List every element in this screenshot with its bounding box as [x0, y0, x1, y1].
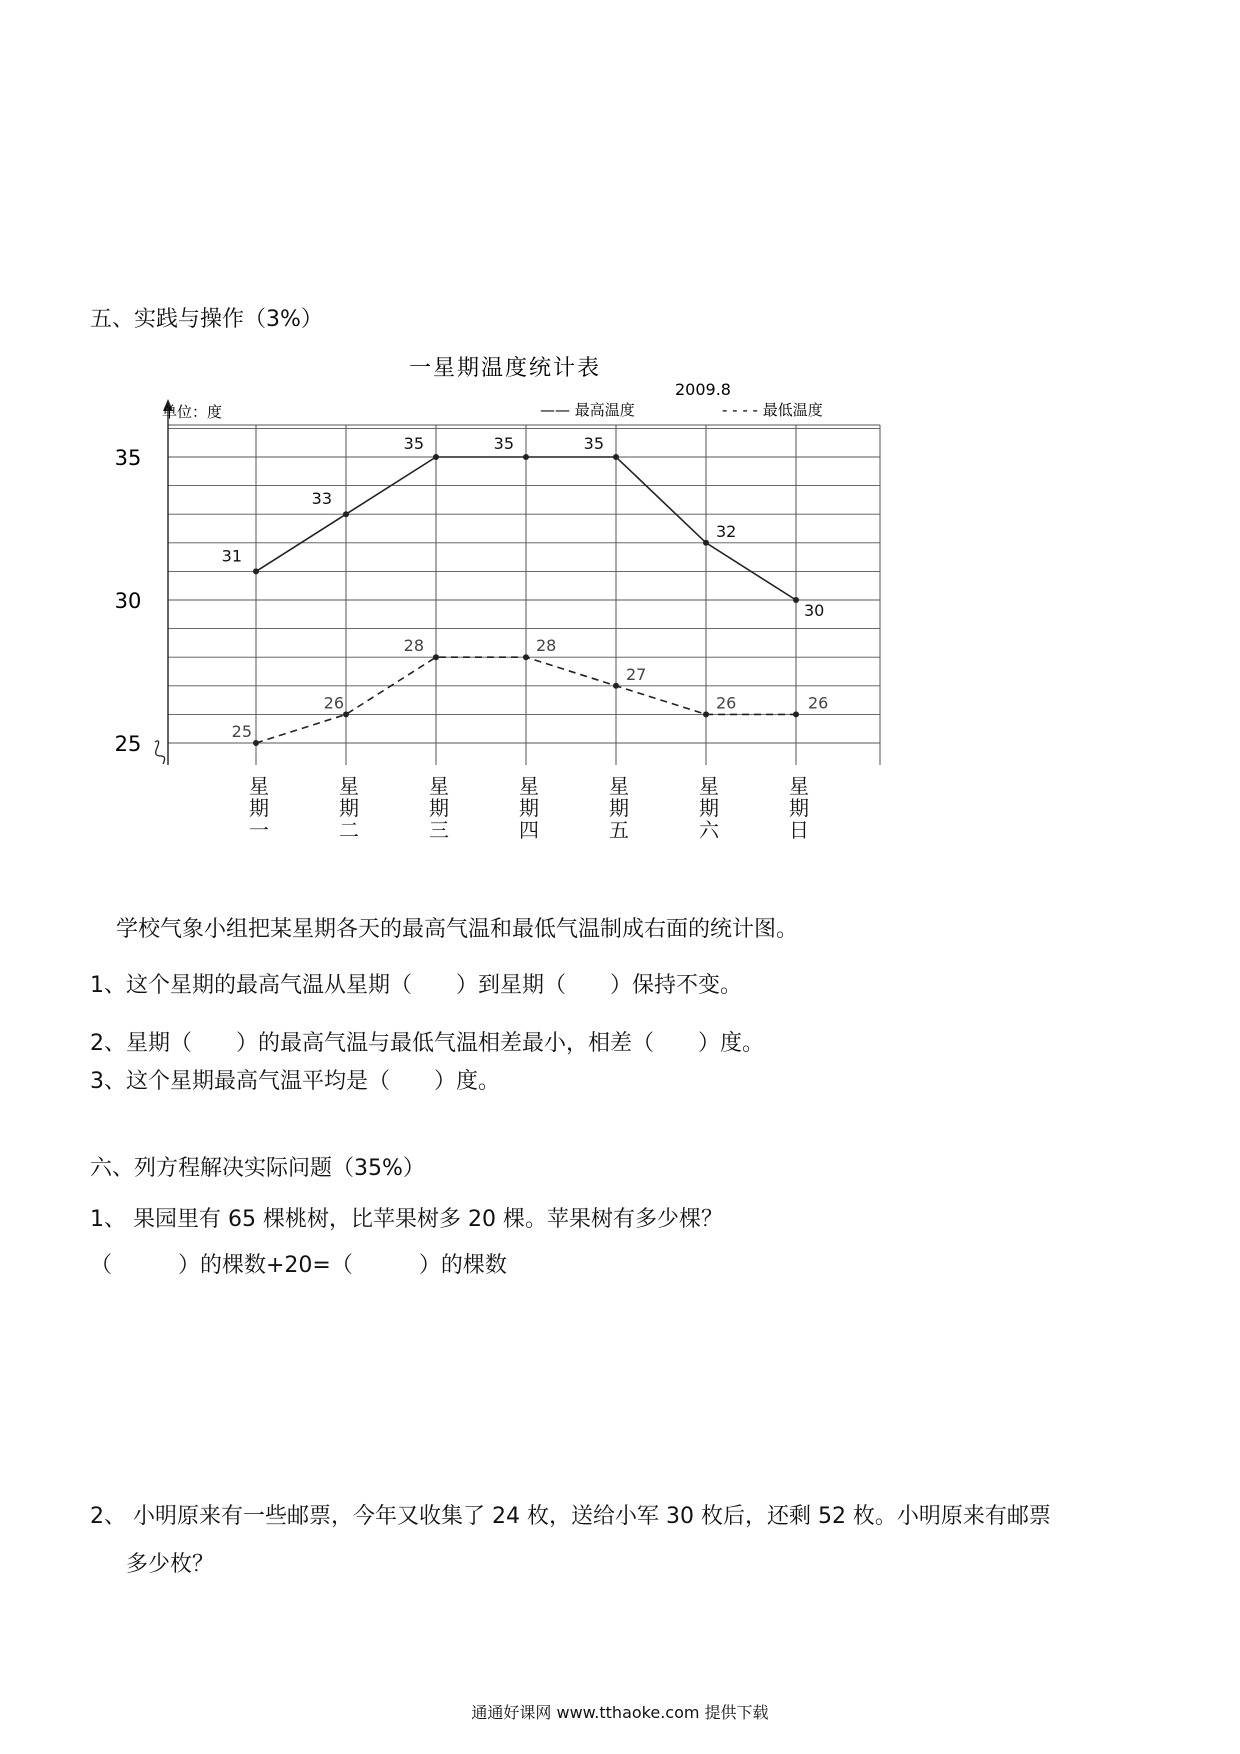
problem-1: 1、 果园里有 65 棵桃树，比苹果树多 20 棵。苹果树有多少棵？ [90, 1207, 723, 1232]
data-point [523, 654, 529, 660]
weekday-label: 星 期 五 [609, 774, 629, 842]
problem-2-line-1: 2、 小明原来有一些邮票，今年又收集了 24 枚，送给小军 30 枚后，还剩 52 枚。小明原来有邮票 [90, 1504, 1051, 1529]
axis-break-icon [155, 741, 165, 764]
weekday-label: 星 期 四 [519, 774, 539, 842]
data-point [433, 454, 439, 460]
data-label: 32 [716, 521, 737, 541]
question-2: 2、星期（ ）的最高气温与最低气温相差最小，相差（ ）度。 [90, 1031, 764, 1056]
question-1: 1、这个星期的最高气温从星期（ ）到星期（ ）保持不变。 [90, 973, 742, 998]
data-label: 26 [716, 693, 737, 713]
temperature-line-chart [80, 345, 980, 765]
section-6-title: 六、列方程解决实际问题（35%） [90, 1156, 425, 1181]
data-point [703, 540, 709, 546]
y-tick-label: 35 [114, 446, 142, 470]
data-label: 28 [403, 636, 424, 656]
section-5-title: 五、实践与操作（3%） [90, 307, 323, 332]
y-tick-label: 25 [114, 732, 142, 756]
data-label: 25 [231, 722, 252, 741]
y-tick-label: 30 [114, 589, 142, 613]
data-label: 30 [804, 601, 825, 620]
weekday-label: 星 期 三 [429, 774, 449, 842]
data-label: 35 [403, 434, 424, 453]
data-point [703, 711, 709, 717]
data-point [433, 654, 439, 660]
data-point [613, 683, 619, 689]
weekday-label: 星 期 六 [699, 774, 719, 842]
data-point [793, 711, 799, 717]
weekday-label: 星 期 日 [789, 774, 809, 842]
legend-high: —— 最高温度 [540, 401, 635, 419]
series-high [222, 434, 825, 620]
unit-label: 单位：度 [162, 403, 223, 421]
y-tick-labels [115, 446, 142, 756]
data-label: 28 [536, 636, 557, 656]
footer-credit: 通通好课网 www.tthaoke.com 提供下载 [471, 1703, 769, 1722]
data-point [253, 568, 259, 574]
data-point [793, 597, 799, 603]
grid-lines [168, 425, 880, 765]
data-point [613, 454, 619, 460]
chart-title: 一星期温度统计表 [408, 356, 602, 381]
data-label: 35 [493, 434, 514, 453]
data-label: 27 [626, 664, 647, 684]
chart-date: 2009.8 [675, 380, 731, 399]
problem-2-line-2: 多少枚？ [126, 1552, 215, 1577]
data-label: 26 [808, 693, 829, 713]
data-label: 33 [311, 489, 332, 509]
legend-low: - - - - 最低温度 [722, 401, 823, 419]
intro-text: 学校气象小组把某星期各天的最高气温和最低气温制成右面的统计图。 [116, 917, 799, 942]
problem-1-hint: （ ）的棵数+20=（ ）的棵数 [90, 1253, 507, 1278]
question-3: 3、这个星期最高气温平均是（ ）度。 [90, 1069, 500, 1094]
data-label: 31 [221, 546, 242, 566]
data-point [253, 740, 259, 746]
series-low [232, 636, 829, 746]
data-point [523, 454, 529, 460]
data-label: 35 [583, 434, 604, 453]
axes [163, 399, 972, 765]
weekday-label: 星 期 一 [249, 774, 269, 842]
data-label: 26 [323, 693, 344, 713]
weekday-label: 星 期 二 [339, 774, 359, 842]
data-point [343, 511, 349, 517]
